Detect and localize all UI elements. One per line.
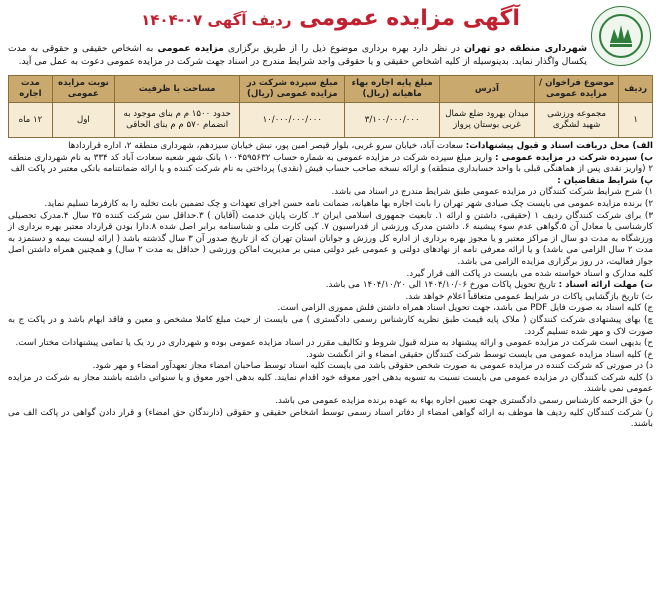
section-te [8, 280, 653, 292]
section-te-label: ت) مهلت ارائه اسناد : [558, 280, 653, 291]
section-be [8, 153, 653, 176]
section-che: چ) بهای پیشنهادی شرکت کنندگان ( ملاک پایه قیمت طبق نظریه کارشناس رسمی دادگستری ) می بایست از حیث مبلغ کاملا مشخص و معین و فاقد ابهام باشد و در پاکت ج به صورت لاک و مهر شده تسلیم گردد. [8, 314, 653, 337]
cell-base-rent: ۳/۱۰۰/۰۰۰/۰۰۰ [345, 103, 440, 138]
col-header-deposit: مبلغ سپرده شرکت در مزایده عمومی (ریال) [240, 76, 345, 103]
col-header-address: آدرس [440, 76, 535, 103]
notice-body [8, 141, 653, 431]
cell-round: اول [52, 103, 114, 138]
intro-text-a: در نظر دارد بهره برداری موضوع ذیل را از طریق برگزاری [223, 43, 465, 54]
section-dal: د) در صورتی که شرکت کننده در مزایده عمومی به صورت شخص حقوقی باشد می بایست کلیه اسناد توسط صاحبان امضاء مجاز تعهدآور امضاء و مهر شود. [92, 361, 653, 372]
col-header-base-rent: مبلغ پایه اجاره بهاء ماهیانه (ریال) [345, 76, 440, 103]
section-khe: خ) کلیه اسناد مزایده عمومی می بایست توسط شرکت کنندگان حقیقی امضاء و اثر انگشت شود. [306, 349, 653, 360]
section-be-text: واریز مبلغ سپرده شرکت در مزایده عمومی به شماره حساب ۱۰۰۴۵۹۵۶۳۲ بانک شهر شعبه سعادت آباد کد ۳۳۴ به نام شهرداری منطقه ۲ (واریز نقدی پس از هماهنگی قبلی با واحد حسابداری منطقه) و ارائه نسخه صاحب حساب فیش (نقدی) پرداختی به نام شرکت کننده و یا ارائه ضمانتنامه بانکی معتبر در پاکت الف [8, 152, 653, 175]
condition-3: ۳) برای شرکت کنندگان ردیف ۱ (حقیقی، داشتن و ارائه ۱. تابعیت جمهوری اسلامی ایران ۲. کارت پایان خدمت (آقایان ) ۳.حداقل سن شرکت کننده ۲۵ سال ۴.مدرک تحصیلی کارشناسی یا معادل آن ۵.گواهی عدم سوء پیشینه ۶. داشتن مدرک ورزشی از فدراسیون ۷. کپی کارت ملی و شناسنامه برابر اصل شده ۸.دارا بودن قرارداد معتبر بهره برداری از ورزشگاه به مدت دو سال از مراکز معتبر و یا مجوز بهره برداری از اداره کل ورزش و جوانان استان تهران که از تاریخ صدور آن ۳ سال گذشته باشد ( ارائه لیست بیمه و دستمزد به مدت ۲ سال الزامی می باشد) و یا ارائه معرفی نامه از نهادهای دولتی و عمومی غیر دولتی مبنی بر مدیریت اماکن ورزشی ( حداقل به مدت ۲ سال) و همچنین همراه داشتن اصل جواز فعالیت، در روز برگزاری مزایده الزامی می باشد. [8, 210, 654, 267]
section-alef [8, 141, 653, 153]
cell-subject: مجموعه ورزشی شهید لشگری [534, 103, 619, 138]
cell-duration: ۱۲ ماه [9, 103, 53, 138]
section-te-text: تاریخ تحویل پاکات مورخ ۱۴۰۴/۱۰/۰۶ الی ۱۴۰۴/۱۰/۲۰ می باشد. [325, 280, 559, 291]
section-zal: ذ) کلیه شرکت کنندگان در مزایده عمومی می بایست نسبت به تسویه بدهی اجور معوقه خود اقدام نمایند. کلیه بدهی اجور معوق و یا سنواتی داشته باشند مجاز به شرکت در مزایده عمومی نمی باشند. [8, 372, 653, 395]
cell-row-number: ۱ [619, 103, 653, 138]
cell-area: حدود ۱۵۰۰ م م بنای موجود به انضمام ۵۷۰ م م بنای الحاقی [115, 103, 240, 138]
col-header-subject: موضوع فراخوان / مزایده عمومی [534, 76, 619, 103]
section-pe-label: پ) شرایط متقاضیان : [557, 175, 653, 186]
section-be-label: ب) سپرده شرکت در مزایده عمومی : [494, 152, 654, 163]
intro-text-b: به اشخاص حقیقی و حقوقی به مدت یکسال واگذار نماید. بدینوسیله از کلیه اشخاص حقیقی و یا حقوقی واجد شرایط مندرج در اسناد جهت شرکت در مزایده عمومی دعوت به عمل می آید. [8, 43, 587, 67]
section-jim: ج) کلیه اسناد به صورت فایل PDF می باشد، جهت تحویل اسناد همراه داشتن فلش مموری الزامی است. [277, 303, 653, 314]
section-re: ر) حق الزحمه کارشناس رسمی دادگستری جهت تعیین اجاره بهاء به عهده برنده مزایده عمومی می باشد. [275, 396, 653, 407]
title-main: آگهی مزایده عمومی [299, 6, 520, 31]
col-header-area: مساحت یا ظرفیت [115, 76, 240, 103]
notice-title [141, 6, 520, 31]
col-header-duration: مدت اجاره [9, 76, 53, 103]
table-header-row [9, 76, 653, 103]
auction-table [8, 75, 653, 138]
col-header-row-number: ردیف [619, 76, 653, 103]
title-row-number: ردیف آگهی ۰۷-۱۴۰۴ [141, 11, 292, 29]
section-alef-label: الف) محل دریافت اسناد و قبول پیشنهادات: [465, 141, 653, 151]
section-ze: ز) شرکت کنندگان کلیه ردیف ها موظف به ارائه گواهی امضاء از دفاتر اسناد رسمی توسط اشخاص حقیقی و حقوقی (دارندگان حق امضاء) و قرار دادن گواهی در پاکت الف می باشند. [8, 407, 653, 430]
section-alef-text: سعادت آباد، خیابان سرو غربی، بلوار قیصر امین پور، نبش خیابان سیزدهم، شهرداری منطقه ۲، اداره قراردادها [68, 141, 466, 151]
section-se: ث) تاریخ بازگشایی پاکات در شرایط عمومی متعاقباً اعلام خواهد شد. [405, 291, 653, 302]
cell-deposit: ۱۰/۰۰۰/۰۰۰/۰۰۰ [240, 103, 345, 138]
table-row [9, 103, 653, 138]
intro-lead: شهرداری منطقه دو تهران [464, 43, 587, 54]
condition-2: ۲) برنده مزایده عمومی می بایست چک صیادی شهر تهران را بابت اجاره بها ماهیانه، ضمانت نامه حسن اجرای تعهدات و چک تضمین بابت تخلیه را به کارفرما تسلیم نماید. [44, 198, 653, 209]
section-he: ح) بدیهی است شرکت در مزایده عمومی و ارائه پیشنهاد به منزله قبول شروط و تکالیف مقرر در اسناد مزایده عمومی بوده و شهرداری در رد یک یا تمامی پیشنهادات مختار است. [15, 338, 653, 349]
intro-paragraph [8, 42, 653, 70]
cell-address: میدان بهرود ضلع شمال غربی بوستان پرواز [440, 103, 535, 138]
title-block [78, 6, 583, 31]
condition-3b: کلیه مدارک و اسناد خواسته شده می بایست در پاکت الف قرار گیرد. [406, 268, 653, 279]
condition-1: ۱) شرح شرایط شرکت کنندگان در مزایده عمومی طبق شرایط مندرج در اسناد می باشد. [331, 187, 653, 198]
intro-bold-mid: مزایده عمومی [157, 43, 224, 54]
col-header-round: نوبت مزایده عمومی [52, 76, 114, 103]
